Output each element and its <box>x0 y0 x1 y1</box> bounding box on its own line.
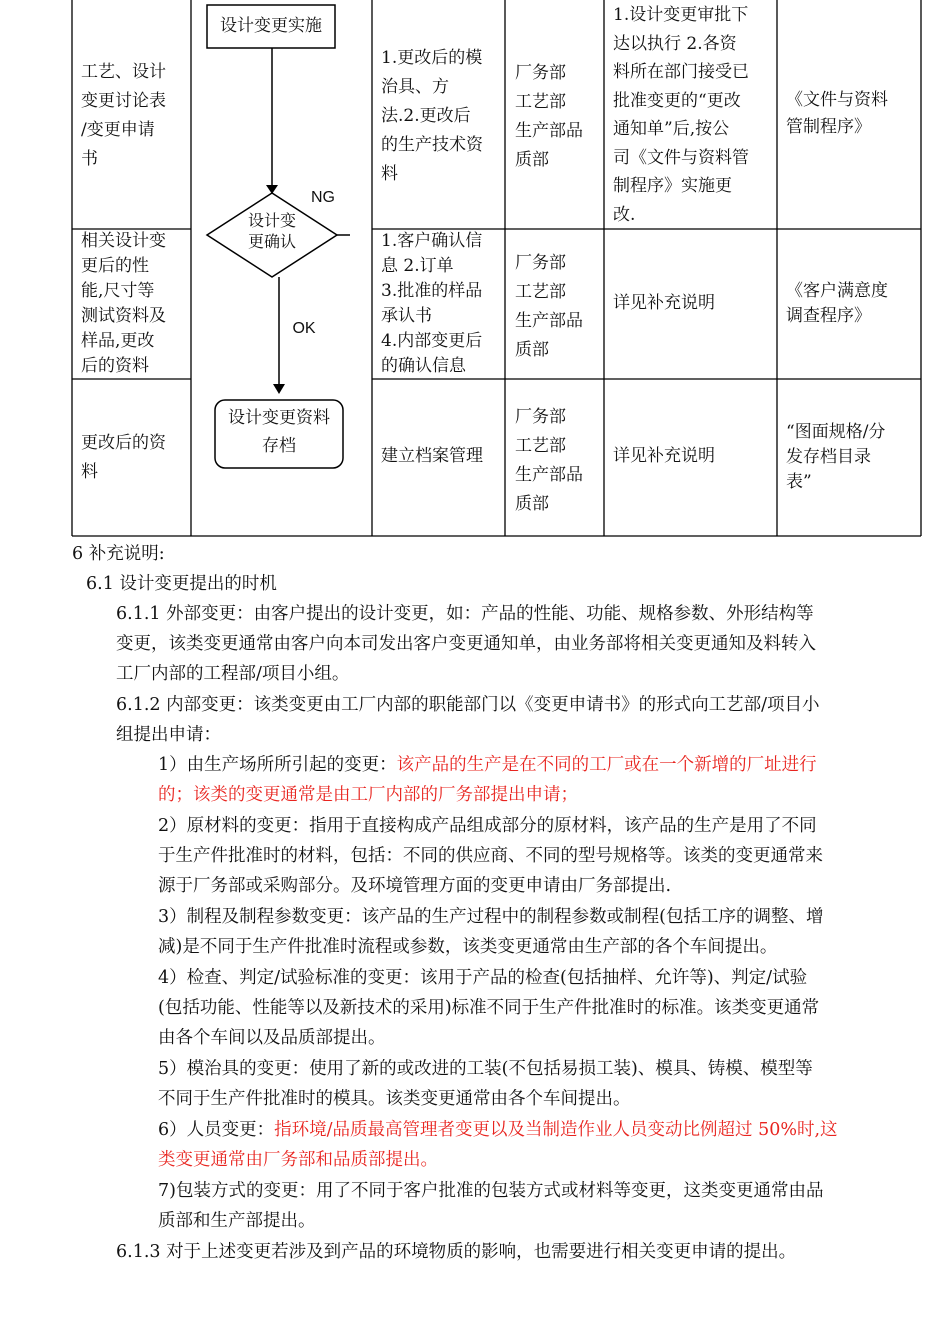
row1-reference: 《文件与资料 管制程序》 <box>786 90 888 137</box>
item2-line3: 源于厂务部或采购部分。及环境管理方面的变更申请由厂务部提出. <box>158 876 672 896</box>
item4-line1: 4）检查、判定/试验标准的变更：该用于产品的检查(包括抽样、允许等)、判定/试验 <box>158 968 808 988</box>
item4-line2: (包括功能、性能等以及新技术的采用)标准不同于生产件批准时的标准。该类变更通常 <box>158 998 820 1018</box>
section-6-1-2-line1: 6.1.2 内部变更：该类变更由工厂内部的职能部门以《变更申请书》的形式向工艺部/项目小 <box>116 695 820 715</box>
item7-line2: 质部和生产部提出。 <box>158 1211 316 1231</box>
row3-departments: 厂务部 工艺部 生产部品 质部 <box>515 407 583 514</box>
flow-step-implement: 设计变更实施 <box>220 16 322 36</box>
process-table <box>0 0 950 540</box>
item1-prefix: 1）由生产场所所引起的变更： <box>158 755 397 775</box>
item5-line1: 5）模治具的变更：使用了新的或改进的工装(不包括易损工装)、模具、铸模、模型等 <box>158 1059 813 1079</box>
row2-output: 1.客户确认信 息 2.订单 3.批准的样品 承认书 4.内部变更后 的确认信息 <box>381 231 483 376</box>
item6-line1 <box>158 1115 838 1145</box>
arrow-down-icon <box>266 185 278 194</box>
row1-input: 工艺、设计 变更讨论表 /变更申请 书 <box>81 62 166 169</box>
flow-ng-label: NG <box>311 189 335 206</box>
item3-line1: 3）制程及制程参数变更：该产品的生产过程中的制程参数或制程(包括工序的调整、增 <box>158 907 824 927</box>
row1-output: 1.更改后的模 治具、方 法.2.更改后 的生产技术资 料 <box>381 48 483 184</box>
section-6-1-1-line2: 变更，该类变更通常由客户向本司发出客户变更通知单，由业务部将相关变更通知及料转入 <box>116 634 816 654</box>
row3-output: 建立档案管理 <box>381 446 483 466</box>
row3-reference: “图面规格/分 发存档目录 表” <box>786 422 886 492</box>
item5-line2: 不同于生产件批准时的模具。该类变更通常由各个车间提出。 <box>158 1089 631 1109</box>
item2-line2: 于生产件批准时的材料，包括：不同的供应商、不同的型号规格等。该类的变更通常来 <box>158 846 823 866</box>
row3-description: 详见补充说明 <box>613 446 715 466</box>
row1-departments: 厂务部 工艺部 生产部品 质部 <box>515 63 583 170</box>
item1-line2: 的；该类的变更通常是由工厂内部的厂务部提出申请； <box>158 785 578 805</box>
section-6-1-2-line2: 组提出申请： <box>116 725 221 745</box>
row1-description: 1.设计变更审批下 达以执行 2.各资 料所在部门接受已 批准变更的“更改 通知单”后,按公 司《文件与资料管 制程序》实施更 改. <box>613 5 749 225</box>
row3-input: 更改后的资 料 <box>81 433 166 482</box>
item1-line1 <box>158 750 817 780</box>
section-6-1-1-line1: 6.1.1 外部变更：由客户提出的设计变更，如：产品的性能、功能、规格参数、外形结构等 <box>116 604 814 624</box>
flow-ok-label: OK <box>292 320 316 337</box>
item7-line1: 7)包装方式的变更：用了不同于客户批准的包装方式或材料等变更，这类变更通常由品 <box>158 1181 824 1201</box>
section-6-1-1-line3: 工厂内部的工程部/项目小组。 <box>116 664 350 684</box>
row2-departments: 厂务部 工艺部 生产部品 质部 <box>515 253 583 360</box>
item4-line3: 由各个车间以及品质部提出。 <box>158 1028 386 1048</box>
row2-input: 相关设计变 更后的性 能,尺寸等 测试资料及 样品,更改 后的资料 <box>81 231 166 376</box>
section-heading: 6 补充说明: <box>72 544 165 564</box>
item6-line2: 类变更通常由厂务部和品质部提出。 <box>158 1150 438 1170</box>
row2-reference: 《客户满意度 调查程序》 <box>786 281 888 326</box>
section-6-1-3: 6.1.3 对于上述变更若涉及到产品的环境物质的影响，也需要进行相关变更申请的提出。 <box>116 1242 797 1262</box>
flow-step-archive: 设计变更资料 存档 <box>228 408 330 456</box>
item3-line2: 减)是不同于生产件批准时流程或参数，该类变更通常由生产部的各个车间提出。 <box>158 937 778 957</box>
item6-prefix: 6）人员变更： <box>158 1120 275 1140</box>
item6-highlight: 指环境/品质最高管理者变更以及当制造作业人员变动比例超过 50%时,这 <box>274 1120 838 1140</box>
item1-highlight: 该产品的生产是在不同的工厂或在一个新增的厂址进行 <box>396 755 817 775</box>
row2-description: 详见补充说明 <box>613 293 715 313</box>
flow-decision-label: 设计变 更确认 <box>247 211 296 251</box>
arrow-down-icon <box>273 384 285 394</box>
section-6-1: 6.1 设计变更提出的时机 <box>86 574 277 594</box>
item2-line1: 2）原材料的变更：指用于直接构成产品组成部分的原材料，该产品的生产是用了不同 <box>158 816 817 836</box>
